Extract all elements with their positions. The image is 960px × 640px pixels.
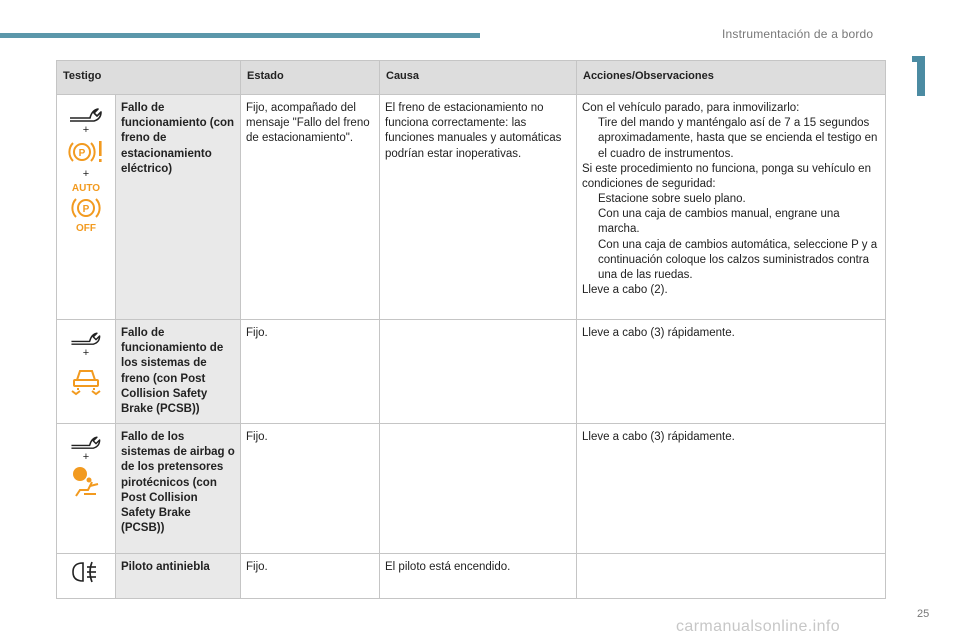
svg-text:P: P — [82, 204, 90, 215]
column-header-testigo: Testigo — [57, 61, 241, 95]
svg-text:AUTO: AUTO — [71, 183, 101, 194]
icon-cell — [57, 554, 116, 599]
acciones-cell — [577, 320, 886, 424]
icon-cell — [57, 424, 116, 554]
airbag-icon — [68, 464, 104, 498]
estado-cell: Fijo. — [241, 424, 380, 554]
svg-text:P: P — [78, 148, 86, 159]
table-header-row — [57, 61, 886, 95]
page-number: 25 — [917, 608, 930, 620]
plus-sign: + — [82, 451, 90, 464]
estado-cell: Fijo, acompañado del mensaje "Fallo del freno de estacionamiento". — [241, 95, 380, 320]
icon-cell — [57, 320, 116, 424]
icon-cell — [57, 95, 116, 320]
warning-name: Fallo de funcionamiento (con freno de estacionamiento eléctrico) — [116, 95, 241, 320]
warning-name: Piloto antiniebla — [116, 554, 241, 599]
warning-name: Fallo de funcionamiento de los sistemas de freno (con Post Collision Safety Brake (PCSB)) — [116, 320, 241, 424]
acciones-line: Lleve a cabo (2). — [582, 284, 668, 297]
chapter-tab-1 — [912, 56, 928, 96]
wrench-icon — [68, 430, 104, 450]
plus-sign: + — [82, 168, 90, 180]
causa-cell — [380, 424, 577, 554]
acciones-cell — [577, 554, 886, 599]
rear-fog-light-icon — [68, 560, 104, 584]
table-row — [57, 424, 886, 554]
acciones-cell — [577, 95, 886, 320]
acciones-bullet: Estacione sobre suelo plano. — [582, 192, 880, 207]
bullet-glyph — [582, 116, 598, 162]
bullet-glyph — [582, 207, 598, 237]
acciones-bullet: Con una caja de cambios automática, seleccione P y a continuación coloque los calzos suministrados contra una de las ruedas. — [582, 238, 880, 284]
causa-cell: El piloto está encendido. — [380, 554, 577, 599]
column-header-acciones: Acciones/Observaciones — [577, 61, 886, 95]
causa-cell — [380, 320, 577, 424]
collision-brake-icon — [68, 360, 104, 396]
causa-cell: El freno de estacionamiento no funciona correctamente: las funciones manuales y automáticas podrían estar inoperativas. — [380, 95, 577, 320]
parking-brake-fault-icon — [68, 137, 104, 167]
warning-name: Fallo de los sistemas de airbag o de los pretensores pirotécnicos (con Post Collision Safety Brake (PCSB)) — [116, 424, 241, 554]
plus-sign: + — [82, 124, 90, 136]
acciones-bullet: Con una caja de cambios manual, engrane una marcha. — [582, 207, 880, 237]
header-accent-bar — [0, 33, 480, 38]
acciones-line: Si este procedimiento no funciona, ponga su vehículo en condiciones de seguridad: — [582, 162, 871, 190]
watermark: carmanualsonline.info — [676, 618, 841, 635]
plus-sign: + — [82, 347, 90, 359]
table-row — [57, 554, 886, 599]
column-header-causa: Causa — [380, 61, 577, 95]
acciones-bullet: Tire del mando y manténgalo así de 7 a 15 segundos aproximadamente, hasta que se encienda el testigo en el cuadro de instrumentos. — [582, 116, 880, 162]
estado-cell: Fijo. — [241, 320, 380, 424]
column-header-estado: Estado — [241, 61, 380, 95]
wrench-icon — [68, 101, 104, 123]
warning-lights-table — [56, 60, 886, 599]
bullet-glyph — [582, 192, 598, 207]
svg-text:OFF: OFF — [76, 223, 96, 234]
table-row — [57, 320, 886, 424]
table-row — [57, 95, 886, 320]
section-title: Instrumentación de a bordo — [722, 27, 874, 41]
acciones-line: Lleve a cabo (3) rápidamente. — [582, 327, 735, 339]
estado-cell: Fijo. — [241, 554, 380, 599]
acciones-line: Con el vehículo parado, para inmovilizarlo: — [582, 102, 800, 114]
auto-park-off-icon — [68, 181, 104, 235]
wrench-icon — [68, 326, 104, 346]
acciones-line: Lleve a cabo (3) rápidamente. — [582, 431, 735, 444]
bullet-glyph — [582, 238, 598, 284]
acciones-cell — [577, 424, 886, 554]
